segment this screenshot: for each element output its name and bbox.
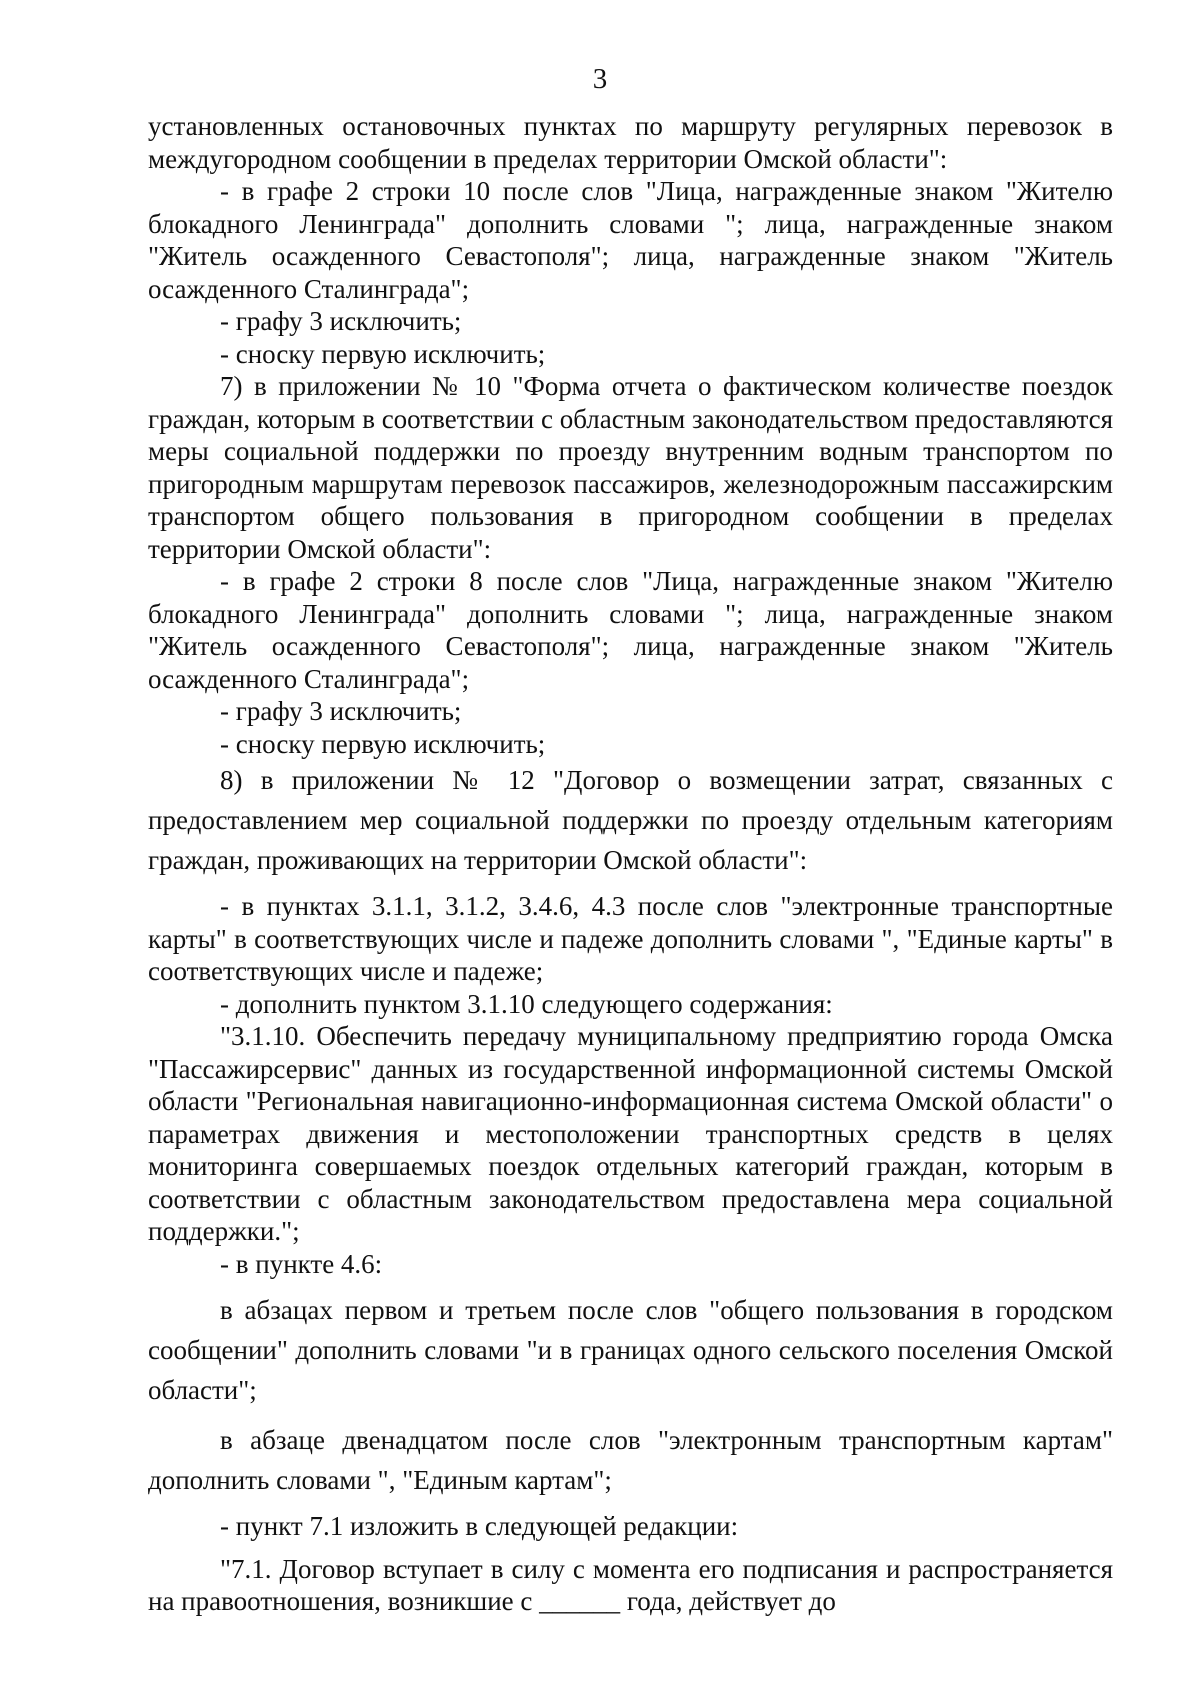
paragraph-17: "7.1. Договор вступает в силу с момента его подписания и распространяется на правоотношения, возникшие с ______ года, действует до <box>148 1553 1113 1616</box>
paragraph-6: - в графе 2 строки 8 после слов "Лица, награжденные знаком "Жителю блокадного Ленинграда" дополнить словами "; лица, награжденные знаком "Житель осажденного Севастополя"; лица, награжденные знаком "Житель осажденного Сталинграда"; <box>148 566 1113 694</box>
paragraph-8: - сноску первую исключить; <box>220 728 546 759</box>
paragraph-16: - пункт 7.1 изложить в следующей редакции: <box>220 1511 739 1541</box>
paragraph-10: - в пунктах 3.1.1, 3.1.2, 3.4.6, 4.3 после слов "электронные транспортные карты" в соответствующих числе и падеже дополнить словами ", "Единые карты" в соответствующих числе и падеже; <box>148 891 1113 986</box>
paragraph-15: в абзаце двенадцатом после слов "электронным транспортным картам" дополнить словами ", "Единым картам"; <box>148 1425 1113 1495</box>
paragraph-2: - в графе 2 строки 10 после слов "Лица, награжденные знаком "Жителю блокадного Ленинграда" дополнить словами "; лица, награжденные знаком "Житель осажденного Севастополя"; лица, награжденные знаком "Житель осажденного Сталинграда"; <box>148 176 1113 304</box>
paragraph-11: - дополнить пунктом 3.1.10 следующего содержания: <box>220 988 833 1019</box>
paragraph-7: - графу 3 исключить; <box>220 696 462 726</box>
paragraph-13: - в пункте 4.6: <box>220 1248 383 1279</box>
paragraph-14: в абзацах первом и третьем после слов "общего пользования в городском сообщении" дополнить словами "и в границах одного сельского поселения Омской области"; <box>148 1295 1113 1405</box>
paragraph-5: 7) в приложении № 10 "Форма отчета о фактическом количестве поездок граждан, которым в соответствии с областным законодательством предоставляются меры социальной поддержки по проезду внутренним водным транспортом по пригородным маршрутам перевозок пассажиров, железнодорожным пассажирским транспортом общего пользования в пригородном сообщении в пределах территории Омской области": <box>148 371 1114 564</box>
paragraph-4: - сноску первую исключить; <box>220 338 546 369</box>
paragraph-3: - графу 3 исключить; <box>220 306 462 336</box>
paragraph-12: "3.1.10. Обеспечить передачу муниципальному предприятию города Омска "Пассажирсервис" данных из государственной информационной системы Омской области "Региональная навигационно-информационная система Омской области" о параметрах движения и местоположении транспортных средств в целях мониторинга совершаемых поездок отдельных категорий граждан, которым в соответствии с областным законодательством предоставлена мера социальной поддержки."; <box>148 1021 1113 1246</box>
page-number: 3 <box>592 63 608 95</box>
document-body <box>148 110 1113 1618</box>
paragraph-9: 8) в приложении № 12 "Договор о возмещении затрат, связанных с предоставлением мер социальной поддержки по проезду отдельным категориям граждан, проживающих на территории Омской области": <box>148 765 1113 875</box>
paragraph-1: установленных остановочных пунктах по маршруту регулярных перевозок в междугородном сообщении в пределах территории Омской области": <box>148 111 1113 174</box>
